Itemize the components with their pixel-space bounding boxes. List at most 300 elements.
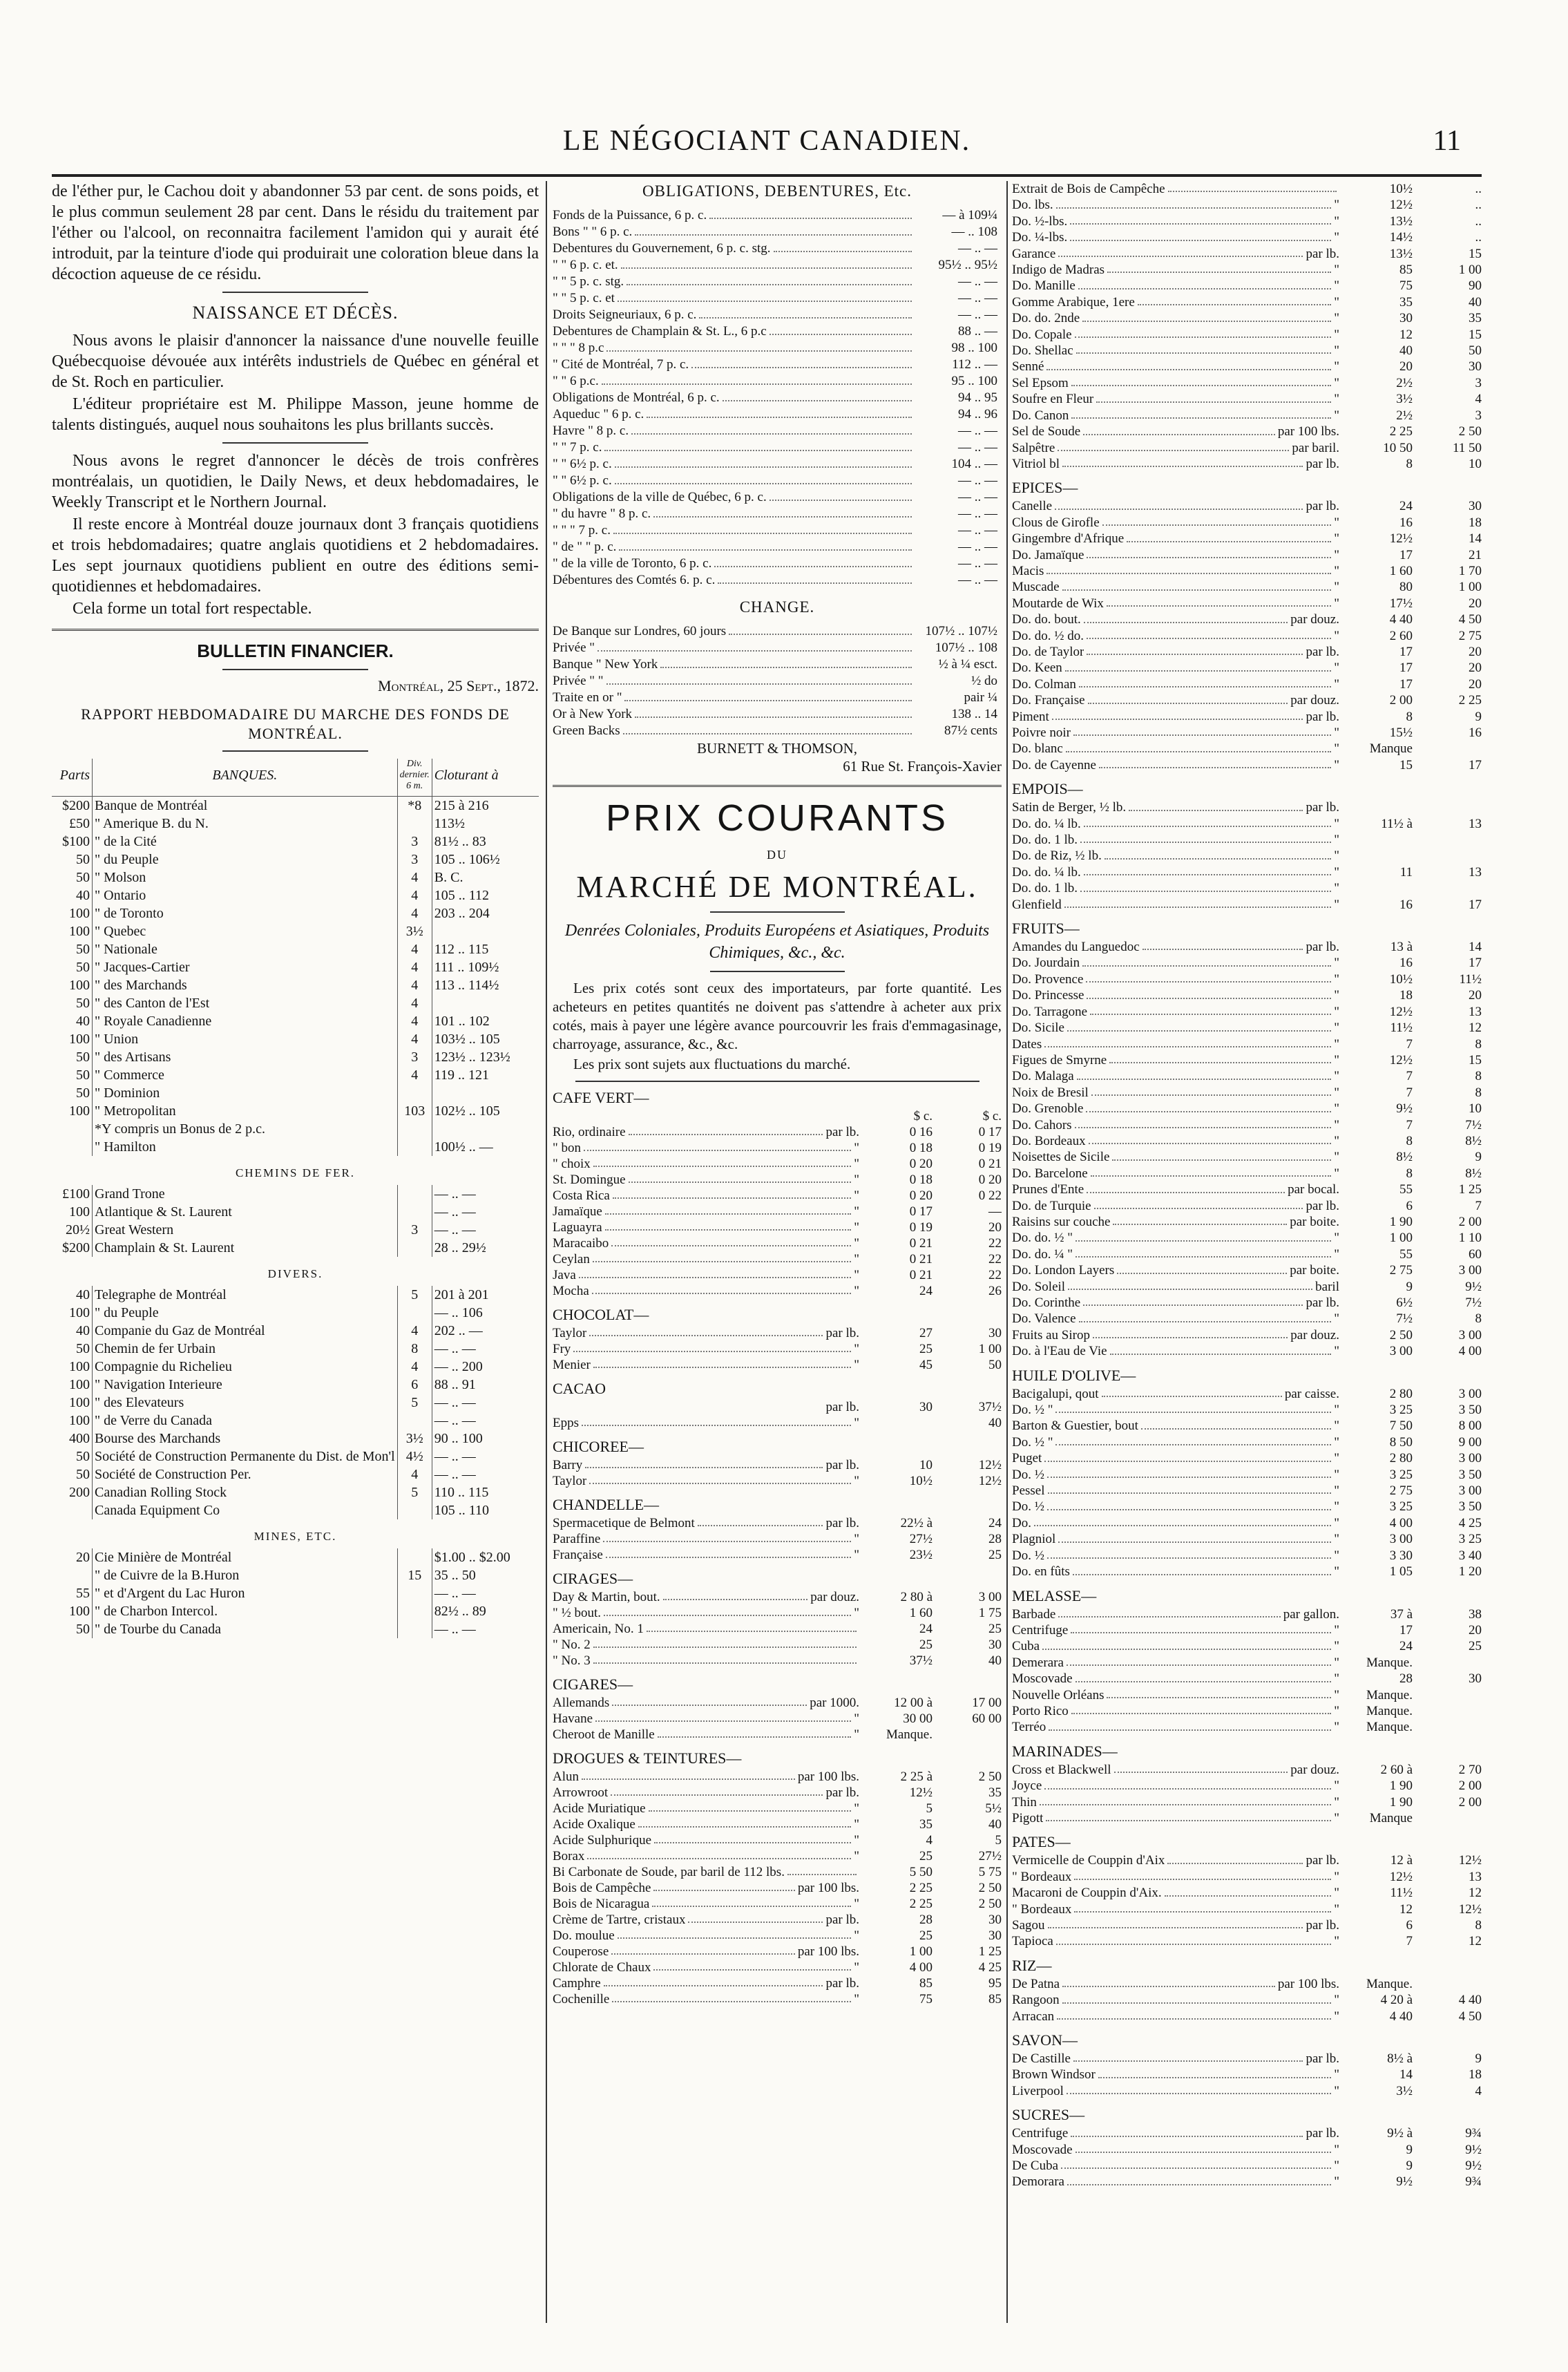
closing-price: 105 .. 110: [434, 1503, 490, 1518]
item-label: Alun: [553, 1769, 579, 1784]
item-label: St. Domingue: [553, 1173, 626, 1187]
leader-dots: [1071, 1703, 1331, 1714]
section-heading: HUILE D'OLIVE—: [1012, 1366, 1136, 1384]
price-row: [553, 1341, 1002, 1357]
leader-dots: [1086, 971, 1331, 983]
item-price: 112 .. —: [952, 357, 997, 372]
leader-dots: [1099, 757, 1331, 768]
company-name: " des Marchands: [93, 976, 398, 994]
item-unit: ": [1334, 1021, 1339, 1036]
item-label: Fry: [553, 1342, 571, 1356]
col-head-name: BANQUES.: [93, 759, 398, 797]
price-low: 12 à: [1390, 1853, 1413, 1868]
item-unit: ": [854, 1711, 859, 1726]
par-value: 100: [69, 1395, 90, 1410]
dividend: [397, 1084, 432, 1102]
leader-dots: [1091, 1085, 1331, 1096]
company-name: " des Canton de l'Est: [93, 994, 398, 1012]
item-unit: ": [1334, 628, 1339, 643]
price-high: 5: [995, 1833, 1002, 1848]
leader-dots: [787, 1864, 857, 1875]
company-name: " Commerce: [93, 1066, 398, 1084]
item-unit: par douz.: [1290, 1762, 1339, 1777]
item-unit: par lb.: [1306, 499, 1339, 514]
price-high: 1 25: [978, 1944, 1002, 1959]
leader-dots: [1083, 424, 1275, 435]
price-row: [1012, 1230, 1482, 1246]
table-row: [52, 1185, 539, 1203]
list-item: [553, 373, 1002, 390]
list-item: [553, 390, 1002, 406]
par-value: $100: [62, 834, 90, 849]
item-label: Noisettes de Sicile: [1012, 1150, 1110, 1165]
leader-dots: [1105, 848, 1331, 859]
item-unit: par lb.: [825, 1516, 859, 1530]
price-row: [553, 1801, 1002, 1816]
price-row: [1012, 2051, 1482, 2067]
item-label: Do. do. 1 lb.: [1012, 881, 1078, 896]
price-row: [1012, 1499, 1482, 1515]
price-low: 9: [1406, 1279, 1413, 1294]
leader-dots: [654, 1832, 851, 1843]
section-heading: SAVON—: [1012, 2031, 1078, 2049]
closing-price: — .. —: [434, 1467, 476, 1482]
price-high: 1 10: [1458, 1231, 1482, 1246]
price-high: [1413, 1719, 1482, 1735]
price-low: 75: [1399, 278, 1413, 294]
price-low: 13½: [1389, 214, 1413, 229]
price-high: 8½: [1465, 1166, 1482, 1181]
company-name: Companie du Gaz de Montréal: [93, 1322, 398, 1340]
item-label: Bois de Nicaragua: [553, 1897, 650, 1911]
item-unit: ": [1334, 1150, 1339, 1165]
price-row: [553, 1235, 1002, 1251]
item-label: Do. Shellac: [1012, 343, 1073, 359]
leader-dots: [592, 1283, 851, 1294]
table-row: [52, 958, 539, 976]
price-low: 4 40: [1389, 2009, 1413, 2024]
company-name: Société de Construction Per.: [93, 1465, 398, 1483]
closing-price: 113 .. 114½: [434, 978, 499, 993]
price-high: 4 25: [1458, 1515, 1482, 1530]
dividend: [397, 1501, 432, 1519]
price-row: [1012, 1901, 1482, 1917]
company-name: " Navigation Interieure: [93, 1376, 398, 1394]
leader-dots: [1084, 864, 1331, 875]
price-low: 24: [1399, 499, 1413, 514]
price-low: 14: [1399, 2067, 1413, 2082]
leader-dots: [593, 1156, 852, 1167]
par-value: $200: [62, 798, 90, 813]
item-unit: ": [854, 1268, 859, 1282]
double-rule: [52, 629, 539, 631]
item-unit: ": [1334, 1810, 1339, 1825]
leader-dots: [1075, 1230, 1331, 1241]
table-row: [52, 1012, 539, 1030]
item-unit: ": [1334, 1720, 1339, 1735]
price-low: 0 21: [909, 1236, 933, 1251]
item-price: 107½ .. 108: [935, 641, 997, 655]
price-high: 30: [1469, 499, 1482, 514]
leader-dots: [1042, 1638, 1331, 1649]
item-unit: ": [854, 1358, 859, 1372]
table-row: [52, 1620, 539, 1638]
rapport-heading: RAPPORT HEBDOMADAIRE DU MARCHE DES FONDS DE MONTRÉAL.: [81, 705, 510, 742]
price-low: 1 90: [1389, 1214, 1413, 1229]
price-high: 14: [1469, 940, 1482, 955]
company-name: " Ontario: [93, 886, 398, 904]
leader-dots: [613, 1188, 851, 1199]
price-high: 30: [1469, 359, 1482, 374]
item-price: ½ à ¼ esct.: [938, 657, 997, 672]
article-paragraph: Nous avons le regret d'annoncer le décès de trois confrères montréalais, un quotidien, le Daily News, et deux hebdomadaires, le Weekly Transcript et le Northern Journal.: [52, 452, 539, 511]
item-label: Do. do. 2nde: [1012, 311, 1080, 326]
price-low: 16: [1399, 515, 1413, 530]
item-label: Banque " New York: [553, 657, 658, 672]
price-low: 10½: [1389, 971, 1413, 987]
price-high: 50: [988, 1358, 1002, 1372]
price-high: 18: [1469, 515, 1482, 530]
price-high: [1413, 741, 1482, 757]
item-unit: par lb.: [1306, 800, 1339, 815]
leader-dots: [1071, 408, 1331, 419]
price-high: 12: [1469, 1934, 1482, 1949]
price-row: [553, 1991, 1002, 2007]
price-row: [1012, 1671, 1482, 1687]
price-high: 9 00: [1458, 1434, 1482, 1450]
price-low: 17: [1399, 547, 1413, 562]
price-row: [553, 1864, 1002, 1880]
column-rule-1: [546, 181, 547, 2323]
par-value: 50: [76, 1449, 90, 1464]
dividend: [397, 1203, 432, 1221]
item-label: Pessel: [1012, 1483, 1045, 1499]
item-label: Do. Provence: [1012, 971, 1084, 987]
item-label: Senné: [1012, 359, 1044, 374]
price-low: 8 50: [1389, 1434, 1413, 1450]
item-unit: ": [1334, 1069, 1339, 1084]
leader-dots: [611, 1944, 795, 1955]
item-unit: par 100 lbs.: [797, 1944, 859, 1959]
table-row: [52, 1102, 539, 1120]
price-high: 5 75: [978, 1865, 1002, 1879]
leader-dots: [1142, 939, 1303, 950]
item-price: 104 .. —: [951, 457, 997, 471]
leader-dots: [653, 1960, 851, 1971]
price-low: 0 20: [909, 1188, 933, 1203]
price-low: 55: [1399, 1182, 1413, 1197]
price-low: 27½: [909, 1532, 933, 1546]
item-label: Do. Manille: [1012, 278, 1075, 294]
price-high: 4 50: [1458, 612, 1482, 627]
price-high: 25: [988, 1548, 1002, 1562]
leader-dots: [774, 240, 912, 252]
item-unit: ": [1334, 1231, 1339, 1246]
dividend: 3½: [397, 1430, 432, 1448]
leader-dots: [1055, 1402, 1331, 1413]
table-row: [52, 869, 539, 886]
leader-dots: [597, 640, 912, 652]
item-unit: par boite.: [1290, 1214, 1339, 1229]
price-high: [1413, 1703, 1482, 1719]
leader-dots: [1047, 1467, 1331, 1478]
par-value: 50: [76, 942, 90, 957]
closing-price: — .. 106: [434, 1305, 483, 1320]
par-value: 50: [76, 1341, 90, 1356]
column-3: [1012, 181, 1482, 2323]
price-row: [1012, 611, 1482, 627]
intro-paragraph: de l'éther pur, le Cachou doit y abandonner 53 par cent. de sons poids, et le plus commun seulement 28 par cent. Dans le résidu du traitement par l'éther ou l'alcool, on reconnaitra facilement l'amidon qui y aurait été introduit, par la teinture d'iode qui produirait une coloration bleue dans la décoction aqueuse de ce résidu.: [52, 182, 539, 283]
dividend: 4: [397, 869, 432, 886]
price-low: 0 16: [909, 1125, 933, 1139]
leader-dots: [612, 1695, 807, 1706]
leader-dots: [709, 207, 912, 219]
table-row: [52, 1501, 539, 1519]
company-name: " Amerique B. du N.: [93, 815, 398, 833]
divider: [222, 292, 369, 293]
leader-dots: [698, 1515, 823, 1526]
price-row: [1012, 1976, 1482, 1992]
item-unit: ": [854, 1833, 859, 1848]
dividend: 4½: [397, 1448, 432, 1465]
price-high: 1 25: [1458, 1182, 1482, 1197]
item-label: Indigo de Madras: [1012, 263, 1105, 278]
company-name: " Molson: [93, 869, 398, 886]
table-row: [52, 1286, 539, 1304]
table-row: [52, 1304, 539, 1322]
price-low: 2 25 à: [900, 1769, 933, 1784]
leader-dots: [1102, 1386, 1282, 1397]
price-row: [1012, 971, 1482, 987]
price-low: 12½: [1389, 1004, 1413, 1019]
item-label: Do. ½ ": [1012, 1434, 1053, 1450]
leader-dots: [603, 1531, 851, 1542]
price-high: 11½: [1459, 971, 1482, 987]
price-row: [1012, 2125, 1482, 2141]
item-price: 95½ .. 95½: [938, 258, 997, 272]
leader-dots: [1047, 1499, 1331, 1510]
item-unit: ": [1334, 2009, 1339, 2024]
price-high: 4 25: [978, 1960, 1002, 1975]
price-high: 9¾: [1465, 2174, 1482, 2190]
price-low: 17: [1399, 1622, 1413, 1638]
price-high: 8 00: [1458, 1419, 1482, 1434]
par-value: 50: [76, 1050, 90, 1065]
item-unit: ": [1334, 343, 1339, 359]
section-heading: CHOCOLAT—: [553, 1306, 649, 1323]
price-row: [553, 1547, 1002, 1563]
price-row: [1012, 644, 1482, 660]
price-low: 0 21: [909, 1252, 933, 1266]
price-row: [553, 1912, 1002, 1928]
price-row: [1012, 515, 1482, 531]
list-item: [553, 207, 1002, 224]
leader-dots: [660, 656, 912, 668]
price-row: [1012, 2067, 1482, 2082]
price-row: [553, 1172, 1002, 1188]
item-unit: ": [1334, 988, 1339, 1003]
price-row: [1012, 1450, 1482, 1466]
item-label: " Bordeaux: [1012, 1901, 1072, 1917]
leader-dots: [718, 572, 912, 584]
section-heading: MARINADES—: [1012, 1742, 1118, 1760]
price-low: 8: [1406, 1133, 1413, 1148]
leader-dots: [602, 373, 912, 385]
price-row: [553, 1188, 1002, 1204]
page-title: LE NÉGOCIANT CANADIEN.: [562, 125, 971, 157]
price-row: [1012, 1343, 1482, 1359]
price-high: 22: [988, 1236, 1002, 1251]
price-high: 20: [1469, 644, 1482, 659]
closing-price: 90 .. 100: [434, 1431, 483, 1446]
item-label: Acide Oxalique: [553, 1817, 635, 1832]
price-row: [1012, 848, 1482, 864]
leader-dots: [1058, 1606, 1280, 1617]
item-label: Do. Keen: [1012, 661, 1062, 676]
price-high: 30: [988, 1928, 1002, 1943]
item-unit: ": [854, 1606, 859, 1620]
item-unit: par lb.: [1306, 1918, 1339, 1933]
leader-dots: [623, 723, 912, 734]
item-price: — .. —: [958, 490, 997, 504]
item-label: Salpêtre: [1012, 440, 1055, 455]
header-rule: [52, 174, 1482, 177]
price-row: [553, 1848, 1002, 1864]
closing-price: — .. 200: [434, 1359, 483, 1374]
par-value: 100: [69, 1032, 90, 1047]
table-row: [52, 1203, 539, 1221]
divider: [575, 1081, 979, 1082]
item-unit: ": [1334, 1671, 1339, 1687]
item-label: Demorara: [1012, 2174, 1064, 2190]
item-label: Amandes du Languedoc: [1012, 940, 1140, 955]
price-low: 13 à: [1390, 940, 1413, 955]
price-row: [1012, 1869, 1482, 1885]
chemins-heading: CHEMINS DE FER.: [235, 1166, 356, 1179]
price-row: [1012, 1655, 1482, 1671]
price-row: [1012, 709, 1482, 725]
price-row: [1012, 1531, 1482, 1547]
leader-dots: [1094, 1198, 1303, 1209]
price-high: 1 75: [978, 1606, 1002, 1620]
price-row: [553, 1415, 1002, 1431]
price-row: [553, 1896, 1002, 1912]
item-unit: ": [1334, 2158, 1339, 2174]
price-row: [1012, 1279, 1482, 1295]
closing-price: 111 .. 109½: [434, 960, 499, 975]
item-label: Do. Jourdain: [1012, 956, 1080, 971]
item-label: " du havre " 8 p. c.: [553, 506, 651, 521]
list-item: [553, 406, 1002, 423]
item-unit: par 1000.: [810, 1696, 859, 1710]
price-row: [1012, 456, 1482, 472]
item-label: Taylor: [553, 1474, 587, 1488]
item-label: " de " " p. c.: [553, 540, 617, 554]
item-label: Joyce: [1012, 1778, 1042, 1794]
par-value: 100: [69, 1413, 90, 1428]
price-low: 37½: [909, 1653, 933, 1668]
leader-dots: [1110, 1343, 1332, 1354]
divers-heading: DIVERS.: [267, 1267, 323, 1280]
leader-dots: [1047, 1548, 1331, 1559]
company-name: " de la Cité: [93, 833, 398, 851]
price-high: ..: [1475, 214, 1482, 229]
price-high: —: [988, 1204, 1002, 1219]
price-row: [1012, 1638, 1482, 1654]
closing-price: — .. —: [434, 1186, 476, 1202]
item-price: — .. —: [958, 241, 997, 256]
price-low: 12½: [1389, 531, 1413, 547]
item-label: Debentures du Gouvernement, 6 p. c. stg.: [553, 241, 771, 256]
price-low: 2 60 à: [1380, 1762, 1413, 1777]
price-row: [553, 1473, 1002, 1489]
dividend: 4: [397, 940, 432, 958]
dividend: [397, 1185, 432, 1203]
item-price: 87½ cents: [944, 723, 997, 738]
item-label: Nouvelle Orléans: [1012, 1687, 1105, 1702]
leader-dots: [606, 340, 912, 352]
table-row: [52, 1120, 539, 1138]
price-row: [553, 1928, 1002, 1944]
leader-dots: [1075, 1671, 1332, 1682]
item-unit: par douz.: [1290, 612, 1339, 627]
price-high: 17: [1469, 897, 1482, 912]
item-price: — .. —: [958, 523, 997, 538]
item-label: Do. Corinthe: [1012, 1296, 1081, 1310]
price-row: [1012, 181, 1482, 197]
column-1: [52, 181, 539, 2323]
table-row: [52, 904, 539, 922]
item-unit: ": [1334, 327, 1339, 342]
par-value: 40: [76, 1014, 90, 1029]
price-row: [553, 1251, 1002, 1267]
item-label: Arracan: [1012, 2009, 1055, 2024]
item-unit: par 100 lbs.: [797, 1881, 859, 1895]
item-unit: ": [1334, 1934, 1339, 1949]
item-unit: par 100 lbs.: [797, 1769, 859, 1784]
leader-dots: [593, 1637, 857, 1648]
item-label: Do. ½: [1012, 1548, 1044, 1563]
leader-dots: [1055, 1434, 1331, 1445]
leader-dots: [1127, 531, 1331, 542]
leader-dots: [1065, 660, 1331, 671]
item-label: Green Backs: [553, 723, 620, 738]
leader-dots: [635, 224, 912, 236]
price-high: 8: [1475, 1069, 1482, 1084]
price-high: 38: [1469, 1606, 1482, 1622]
item-unit: par lb.: [1306, 1853, 1339, 1868]
leader-dots: [584, 1140, 851, 1151]
price-high: ..: [1475, 230, 1482, 245]
company-name: " des Elevateurs: [93, 1394, 398, 1412]
list-item: [553, 257, 1002, 274]
price-low: 1 00: [1389, 1231, 1413, 1246]
leader-dots: [1098, 2067, 1331, 2078]
price-row: [1012, 563, 1482, 579]
price-low: $ c.: [913, 1109, 933, 1123]
item-label: Day & Martin, bout.: [553, 1590, 660, 1604]
leader-dots: [1049, 1719, 1331, 1730]
company-name: " Quebec: [93, 922, 398, 940]
par-value: 50: [76, 1622, 90, 1637]
item-unit: ": [1334, 1993, 1339, 2008]
price-low: 17½: [1389, 596, 1413, 611]
price-high: 7½: [1465, 1296, 1482, 1310]
price-low: 25: [919, 1928, 933, 1943]
price-row: [553, 1727, 1002, 1743]
item-price: — .. —: [958, 506, 997, 521]
list-item: [553, 706, 1002, 723]
